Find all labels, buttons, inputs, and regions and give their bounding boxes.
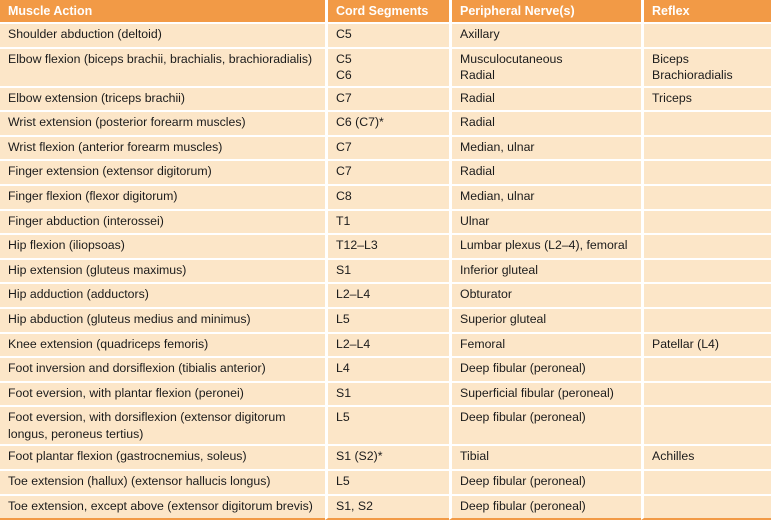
- reflex-cell: [641, 469, 771, 494]
- table-row: [0, 110, 771, 135]
- peripheral-nerve-line: Musculocutaneous: [460, 51, 641, 68]
- peripheral-nerve-line: Obturator: [460, 286, 641, 303]
- cord-segments-cell: [325, 307, 449, 332]
- cord-segments-line: C6: [336, 67, 449, 84]
- cord-segments-line: L2–L4: [336, 336, 449, 353]
- action-cell: Knee extension (quadriceps femoris): [0, 332, 325, 357]
- cord-segments-line: T1: [336, 213, 449, 230]
- cord-segments-cell: [325, 405, 449, 444]
- cord-segments-cell: [325, 159, 449, 184]
- reflex-cell: [641, 381, 771, 406]
- reflex-line: Biceps: [652, 51, 771, 68]
- cord-segments-line: T12–L3: [336, 237, 449, 254]
- peripheral-nerve-line: Radial: [460, 163, 641, 180]
- table-row: [0, 184, 771, 209]
- peripheral-nerve-line: Superficial fibular (peroneal): [460, 385, 641, 402]
- table-row: [0, 209, 771, 234]
- reflex-cell: [641, 110, 771, 135]
- peripheral-nerve-line: Median, ulnar: [460, 188, 641, 205]
- table-row: [0, 469, 771, 494]
- table-row: [0, 47, 771, 86]
- action-cell: Wrist flexion (anterior forearm muscles): [0, 135, 325, 160]
- peripheral-nerve-cell: [449, 47, 641, 86]
- peripheral-nerve-cell: [449, 184, 641, 209]
- table-row: [0, 356, 771, 381]
- action-cell: Foot eversion, with dorsiflexion (extensor digitorum longus, peroneus tertius): [0, 405, 325, 444]
- action-cell: Elbow extension (triceps brachii): [0, 86, 325, 111]
- action-cell: Finger extension (extensor digitorum): [0, 159, 325, 184]
- cord-segments-cell: [325, 233, 449, 258]
- peripheral-nerve-cell: [449, 258, 641, 283]
- table-body: [0, 22, 771, 520]
- peripheral-nerve-cell: [449, 86, 641, 111]
- cord-segments-cell: [325, 22, 449, 47]
- cord-segments-line: L5: [336, 473, 449, 490]
- table-row: [0, 307, 771, 332]
- cord-segments-line: L4: [336, 360, 449, 377]
- reflex-line: Patellar (L4): [652, 336, 771, 353]
- cord-segments-line: L5: [336, 311, 449, 328]
- cord-segments-line: C6 (C7)*: [336, 114, 449, 131]
- action-cell: Finger abduction (interossei): [0, 209, 325, 234]
- cord-segments-line: C7: [336, 139, 449, 156]
- reflex-cell: [641, 184, 771, 209]
- reflex-cell: [641, 258, 771, 283]
- reflex-cell: [641, 444, 771, 469]
- peripheral-nerve-cell: [449, 22, 641, 47]
- reflex-cell: [641, 159, 771, 184]
- table-row: [0, 332, 771, 357]
- cord-segments-cell: [325, 86, 449, 111]
- reflex-cell: [641, 135, 771, 160]
- action-cell: Hip adduction (adductors): [0, 282, 325, 307]
- table-row: [0, 405, 771, 444]
- reflex-cell: [641, 47, 771, 86]
- cord-segments-line: C5: [336, 51, 449, 68]
- table-row: [0, 444, 771, 469]
- action-cell: Toe extension (hallux) (extensor hallucis longus): [0, 469, 325, 494]
- cord-segments-line: S1: [336, 262, 449, 279]
- peripheral-nerve-cell: [449, 381, 641, 406]
- peripheral-nerve-line: Radial: [460, 90, 641, 107]
- action-cell: Hip abduction (gluteus medius and minimus): [0, 307, 325, 332]
- reflex-cell: [641, 494, 771, 520]
- cord-segments-line: C7: [336, 163, 449, 180]
- header-cord-segments: Cord Segments: [325, 0, 449, 22]
- action-cell: Foot plantar flexion (gastrocnemius, soleus): [0, 444, 325, 469]
- reflex-cell: [641, 86, 771, 111]
- table-row: [0, 86, 771, 111]
- table-row: [0, 282, 771, 307]
- cord-segments-line: L2–L4: [336, 286, 449, 303]
- reflex-cell: [641, 405, 771, 444]
- peripheral-nerve-line: Axillary: [460, 26, 641, 43]
- cord-segments-cell: [325, 381, 449, 406]
- table-row: [0, 381, 771, 406]
- peripheral-nerve-line: Superior gluteal: [460, 311, 641, 328]
- action-cell: Shoulder abduction (deltoid): [0, 22, 325, 47]
- table-row: [0, 159, 771, 184]
- action-cell: Finger flexion (flexor digitorum): [0, 184, 325, 209]
- peripheral-nerve-line: Radial: [460, 67, 641, 84]
- reflex-cell: [641, 332, 771, 357]
- peripheral-nerve-line: Deep fibular (peroneal): [460, 498, 641, 515]
- cord-segments-line: S1 (S2)*: [336, 448, 449, 465]
- reflex-cell: [641, 22, 771, 47]
- reflex-cell: [641, 209, 771, 234]
- table-row: [0, 22, 771, 47]
- peripheral-nerve-line: Deep fibular (peroneal): [460, 473, 641, 490]
- table-row: [0, 233, 771, 258]
- reflex-cell: [641, 233, 771, 258]
- cord-segments-cell: [325, 209, 449, 234]
- reflex-line: Triceps: [652, 90, 771, 107]
- cord-segments-cell: [325, 356, 449, 381]
- table-row: [0, 258, 771, 283]
- cord-segments-cell: [325, 184, 449, 209]
- peripheral-nerve-cell: [449, 469, 641, 494]
- peripheral-nerve-cell: [449, 282, 641, 307]
- action-cell: Hip extension (gluteus maximus): [0, 258, 325, 283]
- cord-segments-line: C7: [336, 90, 449, 107]
- cord-segments-cell: [325, 47, 449, 86]
- reflex-cell: [641, 356, 771, 381]
- peripheral-nerve-cell: [449, 444, 641, 469]
- action-cell: Foot eversion, with plantar flexion (peronei): [0, 381, 325, 406]
- cord-segments-line: S1: [336, 385, 449, 402]
- cord-segments-cell: [325, 110, 449, 135]
- action-cell: Hip flexion (iliopsoas): [0, 233, 325, 258]
- cord-segments-line: L5: [336, 409, 449, 426]
- peripheral-nerve-cell: [449, 110, 641, 135]
- cord-segments-cell: [325, 282, 449, 307]
- peripheral-nerve-line: Lumbar plexus (L2–4), femoral: [460, 237, 641, 254]
- reflex-cell: [641, 307, 771, 332]
- cord-segments-cell: [325, 135, 449, 160]
- peripheral-nerve-line: Ulnar: [460, 213, 641, 230]
- cord-segments-cell: [325, 332, 449, 357]
- cord-segments-cell: [325, 258, 449, 283]
- reflex-line: Brachioradialis: [652, 67, 771, 84]
- reflex-cell: [641, 282, 771, 307]
- cord-segments-cell: [325, 494, 449, 520]
- cord-segments-line: S1, S2: [336, 498, 449, 515]
- peripheral-nerve-line: Deep fibular (peroneal): [460, 409, 641, 426]
- peripheral-nerve-line: Tibial: [460, 448, 641, 465]
- header-muscle-action: Muscle Action: [0, 0, 325, 22]
- peripheral-nerve-line: Median, ulnar: [460, 139, 641, 156]
- peripheral-nerve-cell: [449, 159, 641, 184]
- peripheral-nerve-cell: [449, 233, 641, 258]
- peripheral-nerve-cell: [449, 405, 641, 444]
- peripheral-nerve-line: Femoral: [460, 336, 641, 353]
- action-cell: Toe extension, except above (extensor digitorum brevis): [0, 494, 325, 520]
- peripheral-nerve-cell: [449, 494, 641, 520]
- action-cell: Wrist extension (posterior forearm muscles): [0, 110, 325, 135]
- header-peripheral-nerves: Peripheral Nerve(s): [449, 0, 641, 22]
- action-cell: Foot inversion and dorsiflexion (tibialis anterior): [0, 356, 325, 381]
- cord-segments-line: C5: [336, 26, 449, 43]
- header-reflex: Reflex: [641, 0, 771, 22]
- reflex-line: Achilles: [652, 448, 771, 465]
- cord-segments-cell: [325, 444, 449, 469]
- peripheral-nerve-cell: [449, 332, 641, 357]
- peripheral-nerve-cell: [449, 307, 641, 332]
- peripheral-nerve-line: Deep fibular (peroneal): [460, 360, 641, 377]
- peripheral-nerve-cell: [449, 209, 641, 234]
- peripheral-nerve-cell: [449, 356, 641, 381]
- peripheral-nerve-line: Radial: [460, 114, 641, 131]
- table-row: [0, 135, 771, 160]
- table-header: [0, 0, 771, 22]
- peripheral-nerve-line: Inferior gluteal: [460, 262, 641, 279]
- cord-segments-line: C8: [336, 188, 449, 205]
- cord-segments-cell: [325, 469, 449, 494]
- peripheral-nerve-cell: [449, 135, 641, 160]
- table-row: [0, 494, 771, 520]
- action-cell: Elbow flexion (biceps brachii, brachialis, brachioradialis): [0, 47, 325, 86]
- header-row: [0, 0, 771, 22]
